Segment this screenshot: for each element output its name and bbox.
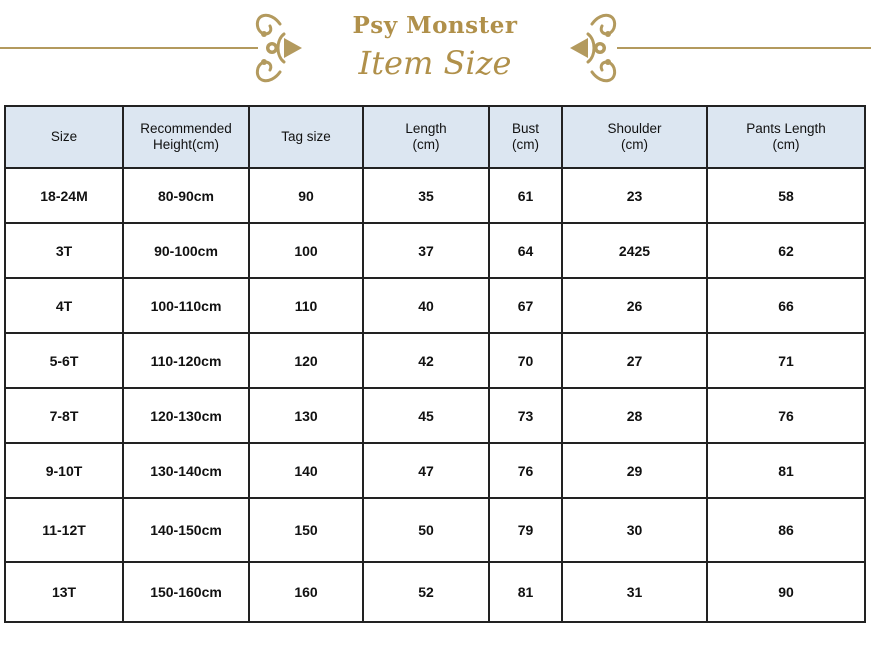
cell-shoulder: 30	[562, 498, 707, 562]
table-row	[5, 562, 865, 622]
cell-bust: 64	[489, 223, 562, 278]
fleur-ornament-icon	[566, 4, 632, 92]
cell-bust: 61	[489, 168, 562, 223]
cell-size: 9-10T	[5, 443, 123, 498]
cell-tag-size: 90	[249, 168, 363, 223]
cell-bust: 70	[489, 333, 562, 388]
column-header-height: Recommended Height(cm)	[123, 106, 249, 168]
column-header-pants-length: Pants Length (cm)	[707, 106, 865, 168]
cell-bust: 81	[489, 562, 562, 622]
cell-length: 50	[363, 498, 489, 562]
column-header-length: Length (cm)	[363, 106, 489, 168]
cell-length: 52	[363, 562, 489, 622]
cell-tag-size: 140	[249, 443, 363, 498]
table-row	[5, 278, 865, 333]
cell-tag-size: 150	[249, 498, 363, 562]
page-subtitle: Item Size	[358, 44, 512, 82]
table-row	[5, 498, 865, 562]
cell-tag-size: 110	[249, 278, 363, 333]
cell-tag-size: 130	[249, 388, 363, 443]
cell-size: 18-24M	[5, 168, 123, 223]
cell-height: 90-100cm	[123, 223, 249, 278]
table-row	[5, 443, 865, 498]
cell-bust: 76	[489, 443, 562, 498]
cell-length: 45	[363, 388, 489, 443]
cell-height: 130-140cm	[123, 443, 249, 498]
cell-size: 5-6T	[5, 333, 123, 388]
cell-pants-length: 71	[707, 333, 865, 388]
table-header-row	[5, 106, 865, 168]
cell-tag-size: 100	[249, 223, 363, 278]
cell-length: 42	[363, 333, 489, 388]
column-header-bust: Bust (cm)	[489, 106, 562, 168]
cell-height: 120-130cm	[123, 388, 249, 443]
cell-height: 110-120cm	[123, 333, 249, 388]
fleur-ornament-icon	[240, 4, 306, 92]
cell-height: 140-150cm	[123, 498, 249, 562]
brand-title: Psy Monster	[352, 12, 518, 39]
table-row	[5, 388, 865, 443]
decorative-line-left	[0, 47, 258, 49]
cell-pants-length: 62	[707, 223, 865, 278]
column-header-tag-size: Tag size	[249, 106, 363, 168]
cell-pants-length: 81	[707, 443, 865, 498]
cell-bust: 79	[489, 498, 562, 562]
cell-shoulder: 31	[562, 562, 707, 622]
cell-pants-length: 76	[707, 388, 865, 443]
cell-size: 3T	[5, 223, 123, 278]
cell-bust: 73	[489, 388, 562, 443]
cell-height: 80-90cm	[123, 168, 249, 223]
cell-pants-length: 66	[707, 278, 865, 333]
cell-shoulder: 27	[562, 333, 707, 388]
cell-pants-length: 86	[707, 498, 865, 562]
cell-size: 4T	[5, 278, 123, 333]
cell-pants-length: 58	[707, 168, 865, 223]
cell-size: 11-12T	[5, 498, 123, 562]
cell-height: 100-110cm	[123, 278, 249, 333]
cell-length: 37	[363, 223, 489, 278]
column-header-shoulder: Shoulder (cm)	[562, 106, 707, 168]
header	[0, 0, 871, 100]
cell-length: 40	[363, 278, 489, 333]
cell-tag-size: 160	[249, 562, 363, 622]
size-chart-table	[4, 105, 866, 623]
cell-shoulder: 2425	[562, 223, 707, 278]
cell-shoulder: 29	[562, 443, 707, 498]
cell-bust: 67	[489, 278, 562, 333]
table-row	[5, 223, 865, 278]
table-row	[5, 333, 865, 388]
cell-tag-size: 120	[249, 333, 363, 388]
cell-shoulder: 23	[562, 168, 707, 223]
cell-shoulder: 26	[562, 278, 707, 333]
cell-pants-length: 90	[707, 562, 865, 622]
cell-height: 150-160cm	[123, 562, 249, 622]
table-row	[5, 168, 865, 223]
cell-length: 47	[363, 443, 489, 498]
cell-size: 7-8T	[5, 388, 123, 443]
cell-shoulder: 28	[562, 388, 707, 443]
cell-length: 35	[363, 168, 489, 223]
column-header-size: Size	[5, 106, 123, 168]
decorative-line-right	[617, 47, 871, 49]
cell-size: 13T	[5, 562, 123, 622]
